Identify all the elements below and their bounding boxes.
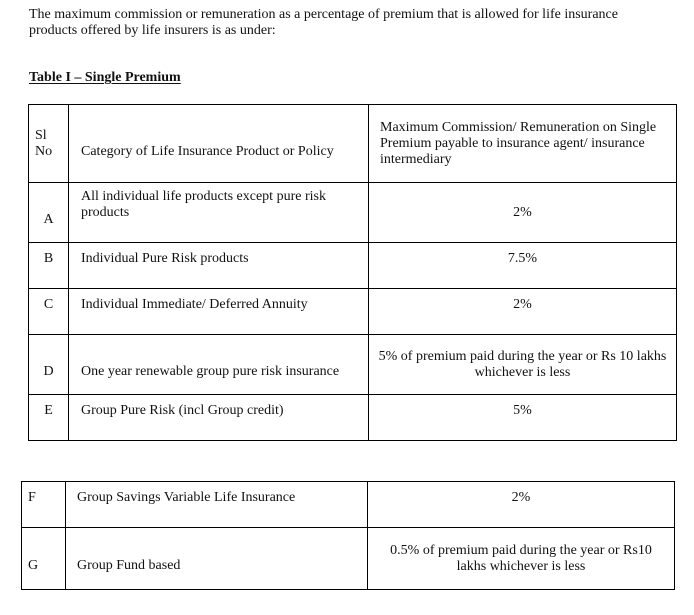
row-value: 5% bbox=[369, 395, 677, 441]
table-row bbox=[22, 528, 675, 590]
table-row bbox=[29, 289, 677, 335]
row-sl: A bbox=[29, 183, 69, 243]
single-premium-table bbox=[28, 104, 677, 441]
row-value: 0.5% of premium paid during the year or Rs10 lakhs whichever is less bbox=[368, 528, 675, 590]
header-max-commission: Maximum Commission/ Remuneration on Single Premium payable to insurance agent/ insurance intermediary bbox=[369, 105, 677, 183]
row-sl: C bbox=[29, 289, 69, 335]
row-value: 5% of premium paid during the year or Rs 10 lakhs whichever is less bbox=[369, 335, 677, 395]
table-row bbox=[22, 482, 675, 528]
table-row bbox=[29, 395, 677, 441]
table-row bbox=[29, 335, 677, 395]
row-value: 7.5% bbox=[369, 243, 677, 289]
row-sl: B bbox=[29, 243, 69, 289]
row-category: Individual Pure Risk products bbox=[69, 243, 369, 289]
row-category: One year renewable group pure risk insurance bbox=[69, 335, 369, 395]
row-category: All individual life products except pure risk products bbox=[69, 183, 369, 243]
row-value: 2% bbox=[369, 289, 677, 335]
row-category: Group Pure Risk (incl Group credit) bbox=[69, 395, 369, 441]
header-category: Category of Life Insurance Product or Policy bbox=[69, 105, 369, 183]
intro-paragraph: The maximum commission or remuneration as a percentage of premium that is allowed for life insurance products offered by life insurers is as under: bbox=[29, 7, 618, 38]
table-header-row bbox=[29, 105, 677, 183]
table-title: Table I – Single Premium bbox=[29, 70, 181, 85]
row-sl: E bbox=[29, 395, 69, 441]
table-row bbox=[29, 183, 677, 243]
row-value: 2% bbox=[369, 183, 677, 243]
row-category: Group Fund based bbox=[66, 528, 368, 590]
table-row bbox=[29, 243, 677, 289]
group-products-table bbox=[21, 481, 675, 590]
header-sl-no: Sl No bbox=[29, 105, 69, 183]
row-category: Group Savings Variable Life Insurance bbox=[66, 482, 368, 528]
row-sl: D bbox=[29, 335, 69, 395]
row-category: Individual Immediate/ Deferred Annuity bbox=[69, 289, 369, 335]
row-value: 2% bbox=[368, 482, 675, 528]
row-sl: F bbox=[22, 482, 66, 528]
row-sl: G bbox=[22, 528, 66, 590]
